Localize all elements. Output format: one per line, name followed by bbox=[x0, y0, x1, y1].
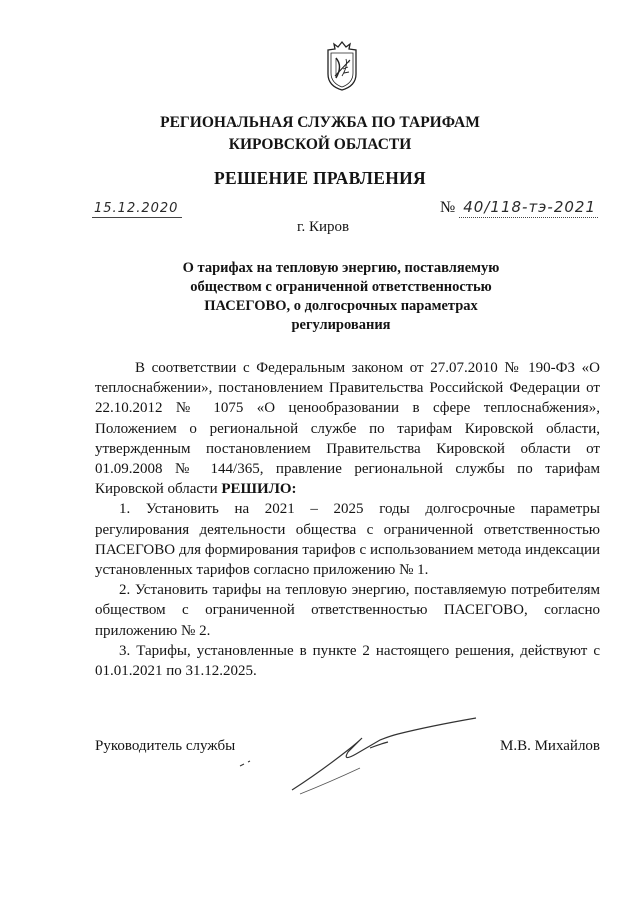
coat-of-arms-icon bbox=[322, 40, 362, 92]
organization-title-line-1: РЕГИОНАЛЬНАЯ СЛУЖБА ПО ТАРИФАМ bbox=[160, 114, 480, 131]
item-1-paragraph: 1. Установить на 2021 – 2025 годы долгосрочные параметры регулирования деятельности общества с ограниченной ответственностью ПАСЕГОВО для формирования тарифов с использованием метода индексации установленных тарифов согласно приложению № 1. bbox=[95, 501, 600, 579]
subject-line-2: обществом с ограниченной ответственностью bbox=[190, 279, 492, 295]
subject-line-4: регулирования bbox=[291, 317, 391, 333]
handwritten-signature-icon bbox=[230, 712, 490, 802]
preamble-paragraph bbox=[95, 358, 600, 499]
preamble-text: В соответствии с Федеральным законом от 27.07.2010 № 190-ФЗ «О теплоснабжении», постановлением Правительства Российской Федерации от 22.10.2012 № 1075 «О ценообразовании в сфере теплоснабжения», Положением о региональной службе по тарифам Кировской области, утвержденным постановлением Правительства Кировской области от 01.09.2008 № 144/365, правление региональной службы по тарифам Кировской области bbox=[95, 360, 600, 498]
resolved-word: РЕШИЛО: bbox=[221, 481, 297, 498]
decision-date: 15.12.2020 bbox=[92, 201, 182, 218]
decision-body bbox=[95, 358, 600, 681]
decision-subject bbox=[160, 259, 522, 335]
subject-line-3: ПАСЕГОВО, о долгосрочных параметрах bbox=[204, 298, 478, 314]
organization-title-line-2: КИРОВСКОЙ ОБЛАСТИ bbox=[228, 136, 412, 153]
number-sign: № bbox=[440, 199, 456, 216]
signatory-position: Руководитель службы bbox=[95, 738, 236, 754]
item-2-paragraph: 2. Установить тарифы на тепловую энергию, поставляемую потребителям обществом с ограниченной ответственностью ПАСЕГОВО, согласно приложению № 2. bbox=[95, 582, 600, 639]
decision-title: РЕШЕНИЕ ПРАВЛЕНИЯ bbox=[214, 168, 426, 188]
decision-number-block bbox=[440, 198, 598, 217]
city: г. Киров bbox=[297, 219, 350, 235]
subject-line-1: О тарифах на тепловую энергию, поставляемую bbox=[182, 260, 500, 276]
organization-title bbox=[0, 112, 640, 156]
signatory-name: М.В. Михайлов bbox=[500, 738, 601, 754]
item-3-paragraph: 3. Тарифы, установленные в пункте 2 настоящего решения, действуют с 01.01.2021 по 31.12.2025. bbox=[95, 642, 600, 680]
decision-number: 40/118-тэ-2021 bbox=[459, 198, 598, 218]
